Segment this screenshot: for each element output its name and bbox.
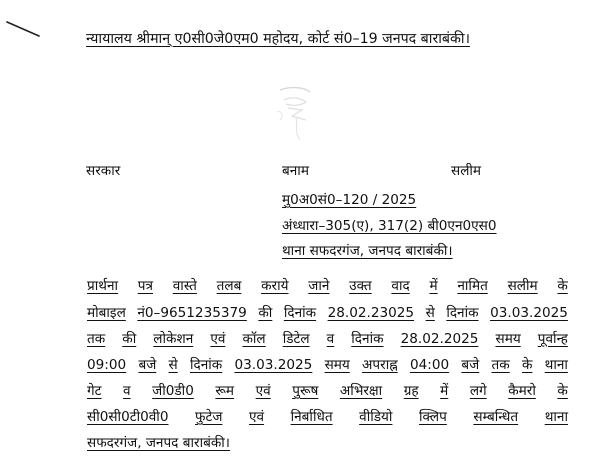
- application-word: पुरूष: [292, 383, 319, 399]
- pen-stroke-mark: [6, 20, 40, 38]
- police-station: थाना सफदरगंज, जनपद बाराबंकी।: [282, 243, 453, 259]
- application-word: दिनांक: [283, 305, 317, 321]
- application-line: [87, 331, 568, 348]
- application-word: नं0–9651235379: [137, 305, 247, 321]
- application-word: गेट: [87, 383, 102, 399]
- application-word: तलब: [216, 278, 242, 294]
- application-word: व: [123, 383, 131, 399]
- application-word: से: [425, 305, 435, 321]
- application-word: ग्रह: [403, 383, 419, 399]
- application-word: में: [440, 383, 449, 399]
- application-word: समय: [495, 331, 521, 347]
- application-word: सम्बन्धित: [473, 409, 519, 425]
- application-word: में: [429, 278, 438, 294]
- application-word: बजे: [138, 357, 157, 373]
- application-word: क्लिप: [418, 409, 447, 425]
- application-word: पूर्वान्ह: [537, 331, 568, 347]
- application-word: तक: [87, 331, 106, 347]
- application-word: 03.03.2025: [490, 305, 568, 321]
- application-word: दिनांक: [446, 305, 479, 321]
- application-word: से: [168, 357, 178, 373]
- application-line: [87, 305, 568, 322]
- application-word: 04:00: [409, 357, 450, 373]
- application-word: 28.02.2025: [400, 331, 479, 347]
- application-line: [87, 278, 568, 295]
- application-word: के: [557, 383, 568, 399]
- application-last-line: सफदरगंज, जनपद बाराबंकी।: [87, 435, 230, 451]
- application-word: मोबाइल: [87, 305, 126, 321]
- case-sections: अंध्धारा–305(ए), 317(2) बी0एन0एस0: [282, 218, 497, 234]
- application-line: [87, 357, 568, 374]
- application-word: जाने: [308, 278, 330, 294]
- application-word: व: [326, 331, 335, 347]
- application-word: निर्बाधित: [290, 409, 333, 425]
- application-word: जी0डी0: [152, 383, 194, 399]
- application-word: की: [122, 331, 137, 347]
- application-word: की: [258, 305, 273, 321]
- application-word: वाद: [391, 278, 410, 294]
- faint-stamp-mark: [262, 82, 332, 144]
- application-word: कैमरो: [508, 383, 536, 399]
- application-word: समय: [324, 357, 350, 373]
- application-word: कॉल: [242, 331, 266, 347]
- application-word: रूम: [215, 383, 235, 399]
- application-word: वास्ते: [172, 278, 197, 294]
- application-word: बजे: [461, 357, 480, 373]
- application-word: सी0सी0टी0वी0: [87, 409, 169, 425]
- application-word: अपराह्न: [362, 357, 398, 373]
- party-versus: बनाम: [282, 163, 309, 179]
- application-word: 03.03.2025: [234, 357, 313, 373]
- party-plaintiff: सरकार: [86, 163, 121, 179]
- application-word: थाना: [544, 357, 568, 373]
- application-word: दिनांक: [190, 357, 223, 373]
- application-word: कराये: [261, 278, 289, 294]
- application-word: सलीम: [507, 278, 538, 294]
- application-word: एवं: [248, 409, 265, 425]
- application-word: थाना: [544, 409, 568, 425]
- application-word: डिटेल: [282, 331, 310, 347]
- application-word: वीडियो: [359, 409, 393, 425]
- court-title: न्यायालय श्रीमान् ए0सी0जे0एम0 महोदय, कोर्ट सं0–19 जनपद बाराबंकी।: [86, 31, 470, 47]
- application-word: के: [557, 278, 568, 294]
- application-word: एवं: [210, 331, 226, 347]
- application-word: दिनांक: [351, 331, 384, 347]
- application-word: प्रार्थना: [87, 278, 119, 294]
- application-line: [87, 383, 568, 400]
- application-word: नामित: [457, 278, 488, 294]
- application-word: एवं: [255, 383, 271, 399]
- application-word: उक्त: [349, 278, 372, 294]
- application-word: के: [521, 357, 533, 373]
- case-number: मु0अ0सं0–120 / 2025: [282, 192, 417, 208]
- application-word: तक: [491, 357, 510, 373]
- application-line: [87, 409, 568, 426]
- party-defendant: सलीम: [451, 163, 482, 179]
- application-word: लोकेशन: [153, 331, 194, 347]
- application-word: अभिरक्षा: [339, 383, 383, 399]
- application-word: पत्र: [137, 278, 153, 294]
- application-word: 28.02.23025: [327, 305, 415, 321]
- application-word: फुटेज: [195, 409, 223, 425]
- application-word: लगे: [469, 383, 487, 399]
- application-word: 09:00: [87, 357, 127, 373]
